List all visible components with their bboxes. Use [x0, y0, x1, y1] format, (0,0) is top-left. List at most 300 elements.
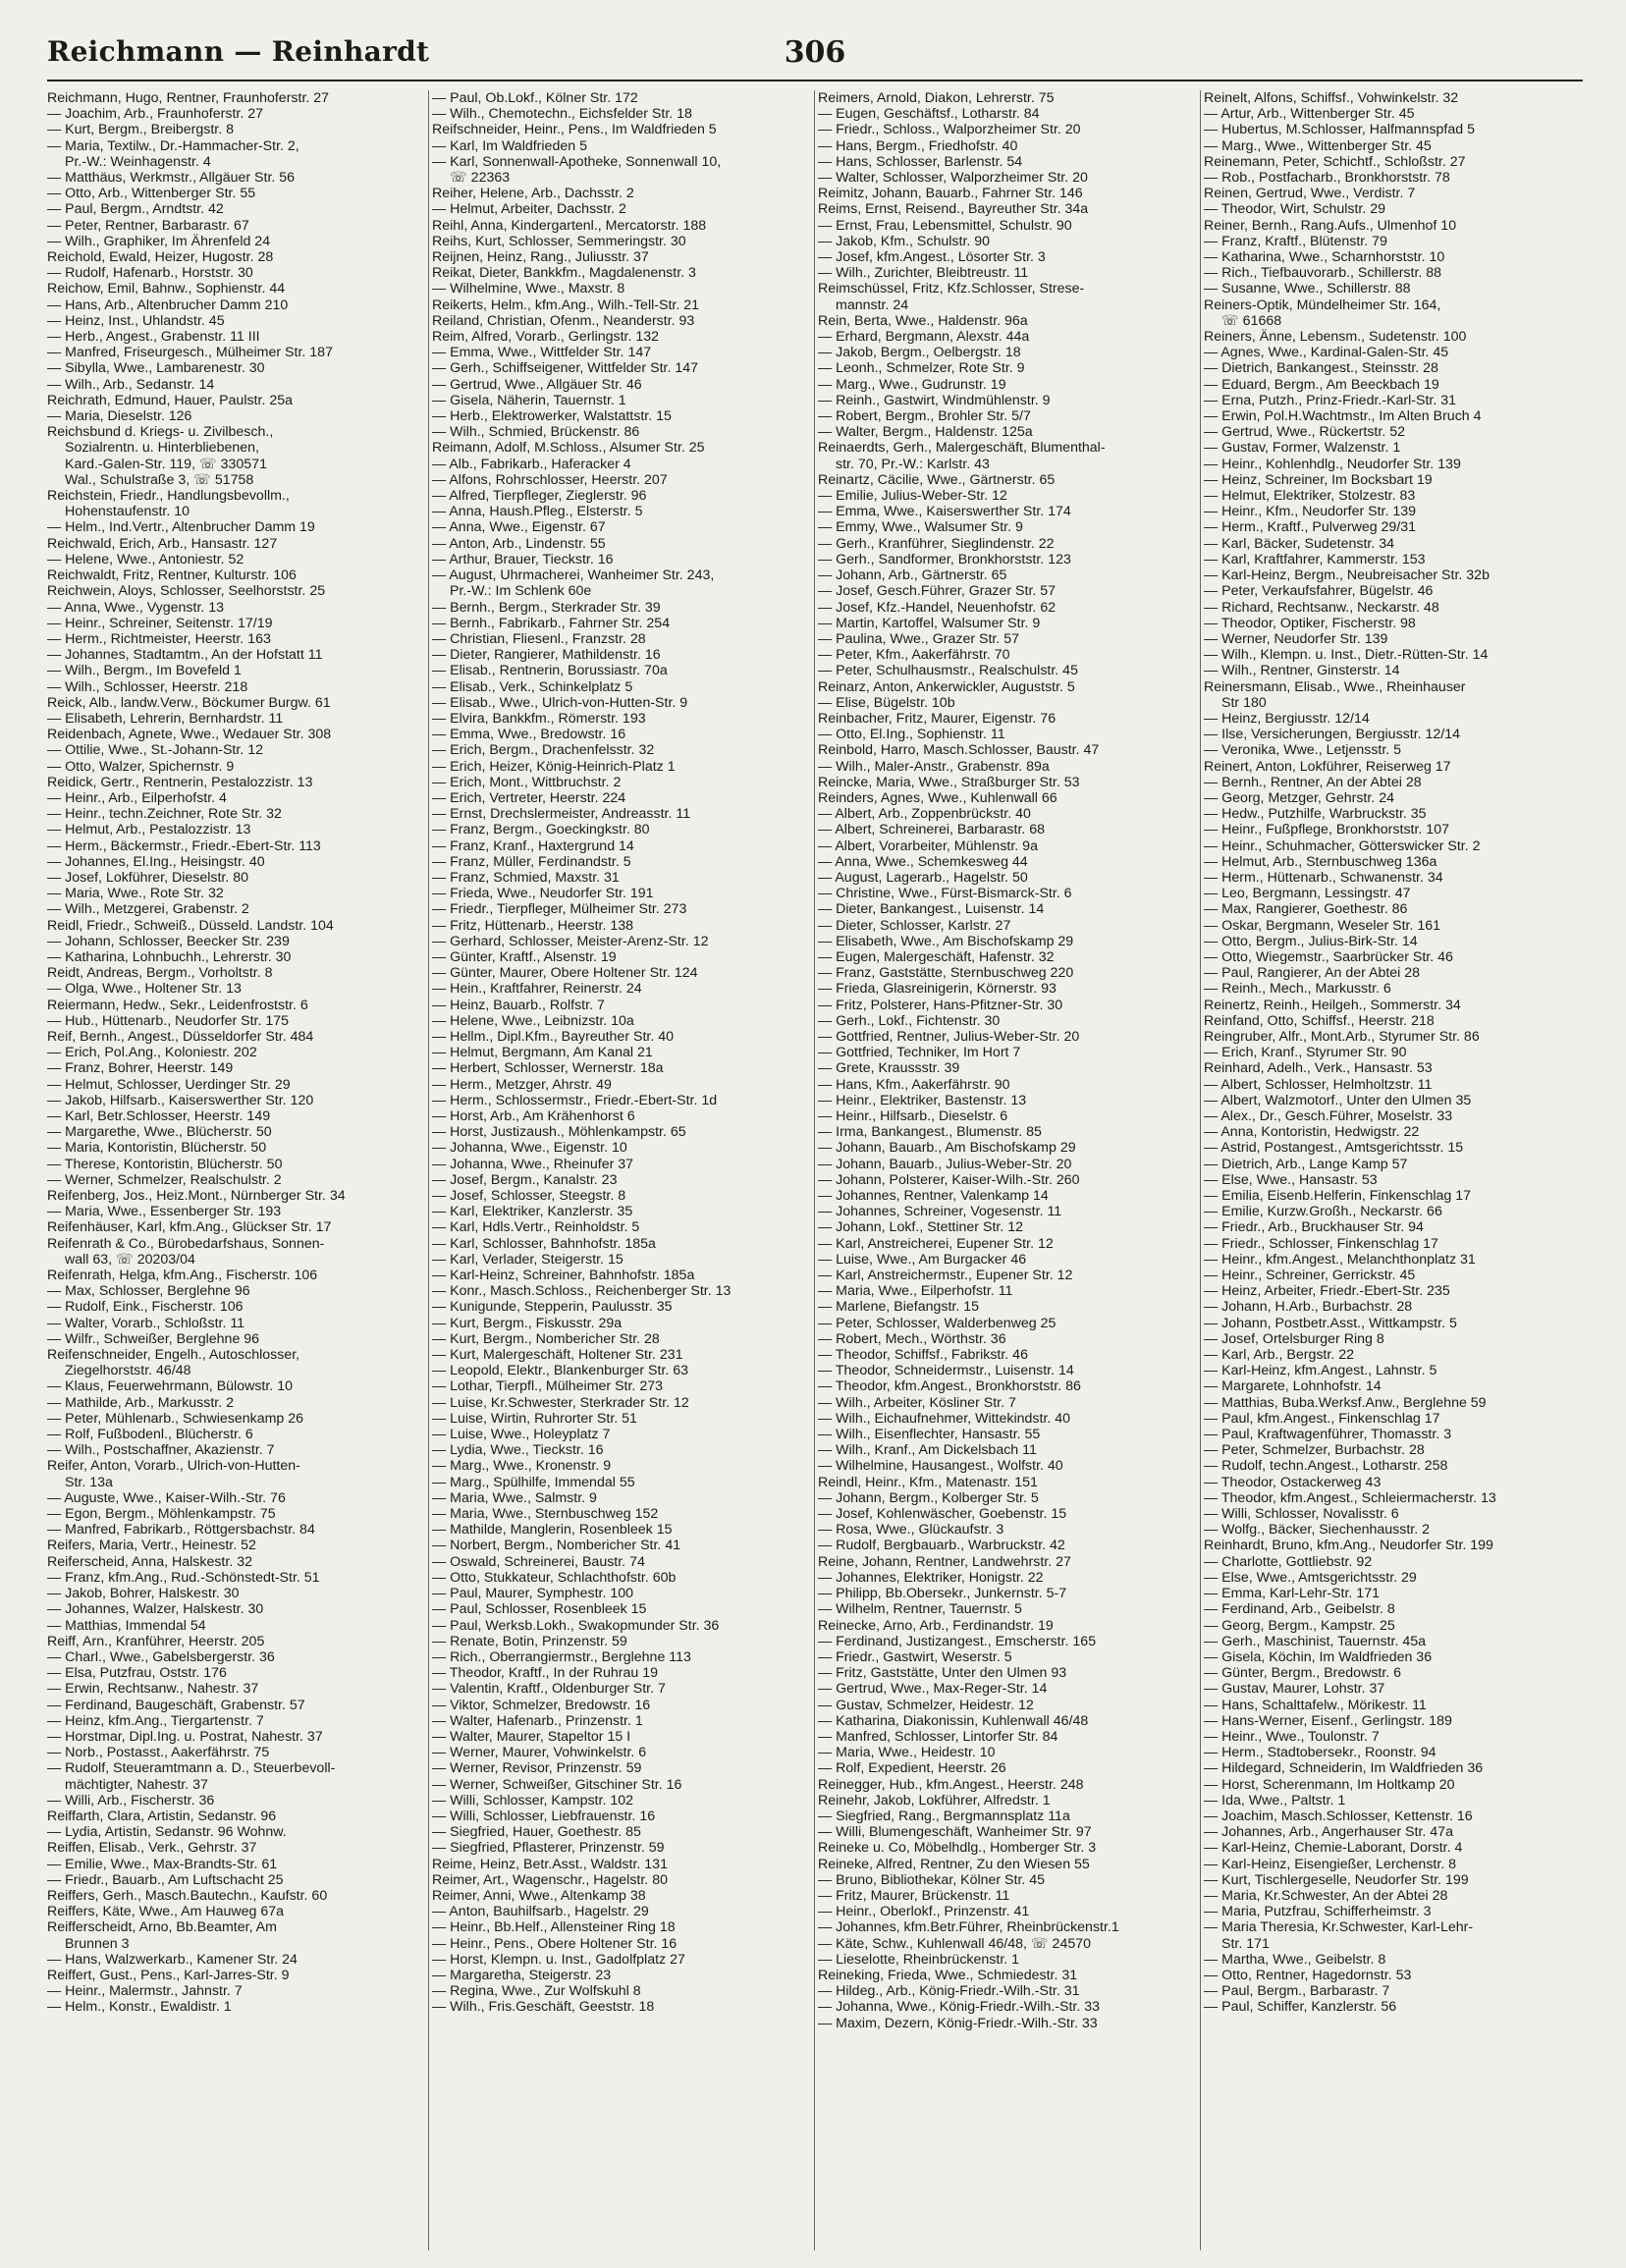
directory-entry: — Erich, Kranf., Styrumer Str. 90: [1204, 1045, 1407, 1061]
directory-entry: — Martha, Wwe., Geibelstr. 8: [1204, 1951, 1386, 1968]
directory-entry: — Karl, Schlosser, Bahnhofstr. 185a: [432, 1235, 656, 1252]
directory-entry: — Mathilde, Arb., Markusstr. 2: [47, 1394, 235, 1411]
directory-entry: — Eugen, Malergeschäft, Hafenstr. 32: [818, 948, 1055, 965]
directory-entry: — Emmy, Wwe., Walsumer Str. 9: [818, 519, 1023, 536]
directory-entry: Reimer, Art., Wagenschr., Hagelstr. 80: [432, 1871, 668, 1888]
directory-entry: — Wilh., Rentner, Ginsterstr. 14: [1204, 663, 1400, 679]
directory-entry: — Elisab., Rentnerin, Borussiastr. 70a: [432, 663, 668, 679]
directory-entry: — Otto, Rentner, Hagedornstr. 53: [1204, 1967, 1412, 1983]
directory-entry: — Heinr., Oberlokf., Prinzenstr. 41: [818, 1904, 1030, 1920]
directory-entry: — Susanne, Wwe., Schillerstr. 88: [1204, 281, 1411, 297]
directory-entry: — Heinz, Bergiusstr. 12/14: [1204, 710, 1370, 727]
directory-entry: — Gottfried, Rentner, Julius-Weber-Str. 20: [818, 1028, 1080, 1045]
directory-entry: Reidenbach, Agnete, Wwe., Wedauer Str. 308: [47, 727, 332, 743]
directory-entry: — Franz, Kraftf., Blütenstr. 79: [1204, 233, 1387, 249]
directory-entry: — Georg, Bergm., Kampstr. 25: [1204, 1617, 1395, 1634]
directory-entry: Str. 13a: [65, 1474, 113, 1490]
directory-entry: — Maria, Textilw., Dr.-Hammacher-Str. 2,: [47, 137, 299, 154]
directory-entry: Reimers, Arnold, Diakon, Lehrerstr. 75: [818, 90, 1055, 106]
directory-entry: — Wilh., Maler-Anstr., Grabenstr. 89a: [818, 758, 1050, 775]
directory-entry: — Helmut, Bergmann, Am Kanal 21: [432, 1045, 653, 1061]
directory-entry: — Günter, Kraftf., Alsenstr. 19: [432, 948, 617, 965]
directory-entry: — Kurt, Tischlergeselle, Neudorfer Str. 199: [1204, 1871, 1469, 1888]
directory-entry: — Lothar, Tierpfl., Mülheimer Str. 273: [432, 1378, 663, 1395]
directory-entry: — Dietrich, Arb., Lange Kamp 57: [1204, 1156, 1408, 1172]
directory-entry: — Erich, Pol.Ang., Koloniestr. 202: [47, 1045, 257, 1061]
directory-entry: — Gottfried, Techniker, Im Hort 7: [818, 1045, 1021, 1061]
directory-entry: Reims, Ernst, Reisend., Bayreuther Str. 34a: [818, 201, 1089, 218]
directory-entry: Reinhardt, Bruno, kfm.Ang., Neudorfer Str. 199: [1204, 1538, 1493, 1554]
directory-entry: — Matthäus, Werkmstr., Allgäuer Str. 56: [47, 170, 296, 187]
directory-entry: — Mathilde, Manglerin, Rosenbleek 15: [432, 1522, 673, 1539]
directory-entry: — Anna, Kontoristin, Hedwigstr. 22: [1204, 1124, 1420, 1141]
directory-entry: — Erwin, Pol.H.Wachtmstr., Im Alten Bruch 4: [1204, 408, 1482, 425]
directory-entry: Reime, Heinz, Betr.Asst., Waldstr. 131: [432, 1856, 668, 1872]
directory-entry: — Josef, Gesch.Führer, Grazer Str. 57: [818, 583, 1057, 600]
directory-entry: — Heinr., Schreiner, Gerrickstr. 45: [1204, 1268, 1416, 1284]
directory-entry: Reifenschneider, Engelh., Autoschlosser,: [47, 1347, 300, 1364]
directory-entry: — Elisabeth, Lehrerin, Bernhardstr. 11: [47, 710, 284, 727]
directory-entry: — Johann, Postbetr.Asst., Wittkampstr. 5: [1204, 1315, 1457, 1331]
directory-entry: Str 180: [1221, 694, 1267, 711]
directory-entry: — Josef, kfm.Angest., Lösorter Str. 3: [818, 249, 1046, 266]
directory-entry: — Erich, Mont., Wittbruchstr. 2: [432, 774, 622, 790]
directory-entry: — Wolfg., Bäcker, Siechenhausstr. 2: [1204, 1522, 1431, 1539]
directory-entry: Reineke, Alfred, Rentner, Zu den Wiesen 55: [818, 1856, 1090, 1872]
directory-entry: — Anna, Wwe., Schemkesweg 44: [818, 853, 1028, 870]
directory-entry: — Bernh., Fabrikarb., Fahrner Str. 254: [432, 615, 671, 631]
directory-entry: — Herm., Metzger, Ahrstr. 49: [432, 1076, 612, 1093]
directory-entry: — Herm., Bäckermstr., Friedr.-Ebert-Str. 113: [47, 837, 321, 854]
directory-entry: — Theodor, Kraftf., In der Ruhrau 19: [432, 1665, 659, 1682]
directory-entry: — Wilh., Arb., Sedanstr. 14: [47, 376, 215, 393]
directory-entry: Reinartz, Cäcilie, Wwe., Gärtnerstr. 65: [818, 471, 1056, 488]
directory-entry: — Astrid, Postangest., Amtsgerichtsstr. 15: [1204, 1140, 1464, 1157]
directory-entry: — Theodor, Schneidermstr., Luisenstr. 14: [818, 1363, 1074, 1379]
directory-entry: — Paul, Bergm., Arndtstr. 42: [47, 201, 224, 218]
directory-entry: — Rudolf, Hafenarb., Horststr. 30: [47, 265, 253, 282]
directory-entry: — Rudolf, techn.Angest., Lotharstr. 258: [1204, 1458, 1448, 1475]
directory-entry: — Anna, Wwe., Vygenstr. 13: [47, 599, 225, 616]
directory-entry: — Herbert, Schlosser, Wernerstr. 18a: [432, 1060, 664, 1077]
directory-entry: — Peter, Schulhausmstr., Realschulstr. 45: [818, 663, 1078, 679]
directory-entry: — Ernst, Frau, Lebensmittel, Schulstr. 90: [818, 217, 1072, 234]
directory-entry: Reineking, Frieda, Wwe., Schmiedestr. 31: [818, 1967, 1078, 1983]
directory-entry: — Kurt, Bergm., Breibergstr. 8: [47, 122, 235, 138]
directory-entry: — Karl, Anstreicherei, Eupener Str. 12: [818, 1235, 1054, 1252]
directory-entry: — Theodor, Wirt, Schulstr. 29: [1204, 201, 1386, 218]
directory-entry: — Paul, Werksb.Lokh., Swakopmunder Str. 36: [432, 1617, 720, 1634]
directory-entry: — Emilie, Kurzw.Großh., Neckarstr. 66: [1204, 1204, 1442, 1220]
directory-entry: — Helmut, Arbeiter, Dachsstr. 2: [432, 201, 626, 218]
directory-entry: — Luise, Wwe., Am Burgacker 46: [818, 1251, 1027, 1268]
directory-entry: — Wilhelmine, Hausangest., Wolfstr. 40: [818, 1458, 1063, 1475]
directory-entry: Reichow, Emil, Bahnw., Sophienstr. 44: [47, 281, 286, 297]
directory-entry: — Emilia, Eisenb.Helferin, Finkenschlag 17: [1204, 1188, 1472, 1205]
directory-entry: — Marg., Wwe., Wittenberger Str. 45: [1204, 137, 1432, 154]
directory-entry: — Maria, Kontoristin, Blücherstr. 50: [47, 1140, 267, 1157]
directory-entry: — Richard, Rechtsanw., Neckarstr. 48: [1204, 599, 1439, 616]
directory-entry: Reinegger, Hub., kfm.Angest., Heerstr. 248: [818, 1776, 1084, 1793]
directory-entry: Reidl, Friedr., Schweiß., Düsseld. Landstr. 104: [47, 917, 334, 934]
directory-entry: — Willi, Schlosser, Liebfrauenstr. 16: [432, 1808, 656, 1824]
directory-entry: Reiffen, Elisab., Verk., Gehrstr. 37: [47, 1840, 257, 1857]
directory-entry: — Karl, Betr.Schlosser, Heerstr. 149: [47, 1108, 271, 1124]
directory-entry: — Hans, Walzwerkarb., Kamener Str. 24: [47, 1951, 298, 1968]
directory-entry: — Wilh., Fris.Geschäft, Geeststr. 18: [432, 1999, 655, 2016]
directory-entry: — Friedr., Schlosser, Finkenschlag 17: [1204, 1235, 1438, 1252]
directory-entry: — Matthias, Bubа.Werksf.Anw., Berglehne 59: [1204, 1394, 1487, 1411]
directory-entry: — Manfred, Friseurgesch., Mülheimer Str. 187: [47, 345, 333, 361]
directory-entry: Sozialrentn. u. Hinterbliebenen,: [65, 440, 259, 457]
directory-entry: — Norbert, Bergm., Nombericher Str. 41: [432, 1538, 681, 1554]
directory-entry: — Marg., Wwe., Gudrunstr. 19: [818, 376, 1006, 393]
directory-entry: Reichsbund d. Kriegs- u. Zivilbesch.,: [47, 424, 274, 441]
directory-entry: — Joachim, Arb., Fraunhoferstr. 27: [47, 106, 264, 123]
directory-entry: — Gertrud, Wwe., Rückertstr. 52: [1204, 424, 1405, 441]
column-divider: [428, 90, 429, 2250]
directory-entry: — Martin, Kartoffel, Walsumer Str. 9: [818, 615, 1041, 631]
directory-entry: — Leonh., Schmelzer, Rote Str. 9: [818, 360, 1025, 377]
directory-entry: — Klaus, Feuerwehrmann, Bülowstr. 10: [47, 1378, 293, 1395]
directory-entry: — Helm., Konstr., Ewaldistr. 1: [47, 1999, 232, 2016]
directory-entry: — Else, Wwe., Amtsgerichtsstr. 29: [1204, 1569, 1417, 1586]
directory-entry: mannstr. 24: [836, 297, 909, 313]
directory-entry: Reichstein, Friedr., Handlungsbevollm.,: [47, 488, 290, 505]
directory-entry: Reichold, Ewald, Heizer, Hugostr. 28: [47, 249, 274, 266]
directory-entry: — Paul, Ob.Lokf., Kölner Str. 172: [432, 90, 638, 106]
directory-entry: — Walter, Schlosser, Walporzheimer Str. 20: [818, 170, 1088, 187]
directory-entry: — Rich., Tiefbauvorarb., Schillerstr. 88: [1204, 265, 1442, 282]
directory-entry: — Elisab., Wwe., Ulrich-von-Hutten-Str. 9: [432, 694, 688, 711]
directory-entry: — Eugen, Geschäftsf., Lotharstr. 84: [818, 106, 1040, 123]
directory-entry: — Maria, Kr.Schwester, An der Abtei 28: [1204, 1887, 1448, 1904]
directory-entry: — Gerh., Maschinist, Tauernstr. 45a: [1204, 1633, 1427, 1649]
directory-entry: — Norb., Postasst., Aakerfährstr. 75: [47, 1745, 270, 1761]
directory-entry: — Josef, Lokführer, Dieselstr. 80: [47, 869, 249, 886]
directory-entry: — Heinz, Bauarb., Rolfstr. 7: [432, 997, 605, 1013]
directory-entry: — Karl-Heinz, Chemie-Laborant, Dorstr. 4: [1204, 1840, 1463, 1857]
directory-entry: — Johannes, Stadtamtm., An der Hofstatt 11: [47, 647, 323, 664]
directory-entry: Reinbold, Harro, Masch.Schlosser, Baustr. 47: [818, 742, 1100, 759]
directory-entry: — Franz, Bohrer, Heerstr. 149: [47, 1060, 234, 1077]
directory-entry: — Frieda, Wwe., Neudorfer Str. 191: [432, 886, 654, 902]
directory-entry: Reifers, Maria, Vertr., Heinestr. 52: [47, 1538, 256, 1554]
directory-entry: — Max, Schlosser, Berglehne 96: [47, 1283, 250, 1300]
directory-entry: Reiffert, Gust., Pens., Karl-Jarres-Str. 9: [47, 1967, 290, 1983]
directory-entry: — Willi, Arb., Fischerstr. 36: [47, 1792, 215, 1809]
directory-entry: — Reinh., Gastwirt, Windmühlenstr. 9: [818, 392, 1051, 408]
directory-entry: — Friedr., Gastwirt, Weserstr. 5: [818, 1648, 1012, 1665]
directory-entry: — Wilh., Chemotechn., Eichsfelder Str. 18: [432, 106, 692, 123]
directory-entry: — Maxim, Dezern, König-Friedr.-Wilh.-Str. 33: [818, 2015, 1098, 2031]
directory-entry: — Sibylla, Wwe., Lambarenestr. 30: [47, 360, 265, 377]
directory-entry: ☏ 61668: [1221, 312, 1282, 329]
directory-entry: — Heinr., Kohlenhdlg., Neudorfer Str. 139: [1204, 456, 1461, 472]
directory-entry: — Erich, Bergm., Drachenfelsstr. 32: [432, 742, 655, 759]
directory-entry: — Rudolf, Steueramtmann a. D., Steuerbevoll-: [47, 1760, 336, 1777]
directory-entry: — Helmut, Schlosser, Uerdinger Str. 29: [47, 1076, 291, 1093]
directory-entry: — Peter, Rentner, Barbarastr. 67: [47, 217, 249, 234]
directory-entry: — Günter, Maurer, Obere Holtener Str. 124: [432, 965, 698, 982]
directory-entry: Reifschneider, Heinr., Pens., Im Waldfrieden 5: [432, 122, 717, 138]
column-divider: [1200, 90, 1201, 2250]
directory-entry: Reick, Alb., landw.Verw., Böckumer Burgw. 61: [47, 694, 331, 711]
directory-entry: Reingruber, Alfr., Mont.Arb., Styrumer Str. 86: [1204, 1028, 1480, 1045]
directory-entry: — Wilh., Arbeiter, Kösliner Str. 7: [818, 1394, 1016, 1411]
directory-entry: Pr.-W.: Im Schlenk 60e: [450, 583, 592, 600]
directory-entry: — Otto, Arb., Wittenberger Str. 55: [47, 186, 256, 202]
directory-entry: — Friedr., Schloss., Walporzheimer Str. 20: [818, 122, 1081, 138]
directory-entry: mächtigter, Nahestr. 37: [65, 1776, 208, 1793]
directory-entry: Reiffarth, Clara, Artistin, Sedanstr. 96: [47, 1808, 277, 1824]
directory-entry: — Theodor, Schiffsf., Fabrikstr. 46: [818, 1347, 1028, 1364]
directory-entry: — August, Lagerarb., Hagelstr. 50: [818, 869, 1028, 886]
directory-entry: — Herb., Angest., Grabenstr. 11 III: [47, 329, 260, 346]
directory-entry: — Johanna, Wwe., Eigenstr. 10: [432, 1140, 627, 1157]
directory-entry: — Rich., Oberrangiermstr., Berglehne 113: [432, 1648, 691, 1665]
directory-entry: — Karl-Heinz, Bergm., Neubreisacher Str. 32b: [1204, 567, 1490, 584]
directory-entry: — Heinr., Arb., Eilperhofstr. 4: [47, 789, 227, 806]
directory-entry: — Emma, Karl-Lehr-Str. 171: [1204, 1586, 1380, 1602]
directory-entry: — Gertrud, Wwe., Max-Reger-Str. 14: [818, 1681, 1048, 1698]
directory-entry: — Erwin, Rechtsanw., Nahestr. 37: [47, 1681, 259, 1698]
directory-entry: — Willi, Schlosser, Novalisstr. 6: [1204, 1506, 1399, 1523]
directory-entry: — Margaretha, Steigerstr. 23: [432, 1967, 612, 1983]
directory-entry: Reinfand, Otto, Schiffsf., Heerstr. 218: [1204, 1012, 1435, 1029]
directory-entry: — Ferdinand, Arb., Geibelstr. 8: [1204, 1601, 1395, 1618]
directory-entry: Reichwald, Erich, Arb., Hansastr. 127: [47, 535, 278, 552]
directory-entry: — Paul, kfm.Angest., Finkenschlag 17: [1204, 1410, 1440, 1427]
directory-entry: Reiners-Optik, Mündelheimer Str. 164,: [1204, 297, 1441, 313]
directory-entry: Str. 171: [1221, 1935, 1270, 1952]
directory-entry: Pr.-W.: Weinhagenstr. 4: [65, 153, 211, 170]
directory-entry: — Charlotte, Gottliebstr. 92: [1204, 1553, 1373, 1570]
directory-entry: — Lydia, Artistin, Sedanstr. 96 Wohnw.: [47, 1824, 287, 1841]
directory-entry: — Alfred, Tierpfleger, Zieglerstr. 96: [432, 488, 647, 505]
directory-entry: — Paulina, Wwe., Grazer Str. 57: [818, 630, 1020, 647]
directory-entry: Reiners, Änne, Lebensm., Sudetenstr. 100: [1204, 329, 1467, 346]
directory-entry: — Günter, Bergm., Bredowstr. 6: [1204, 1665, 1402, 1682]
column-divider: [814, 90, 815, 2250]
directory-entry: — Emma, Wwe., Bredowstr. 16: [432, 727, 626, 743]
directory-entry: — Wilhelm, Rentner, Tauernstr. 5: [818, 1601, 1022, 1618]
directory-entry: — Herm., Schlossermstr., Friedr.-Ebert-Str. 1d: [432, 1092, 718, 1108]
directory-entry: Wal., Schulstraße 3, ☏ 51758: [65, 471, 254, 488]
directory-entry: — Walter, Hafenarb., Prinzenstr. 1: [432, 1712, 643, 1729]
directory-entry: — Hub., Hüttenarb., Neudorfer Str. 175: [47, 1012, 290, 1029]
directory-entry: — Josef, Ortelsburger Ring 8: [1204, 1330, 1384, 1347]
running-head: Reichmann — Reinhardt: [47, 35, 430, 68]
page-number: 306: [784, 35, 846, 70]
directory-entry: — Otto, Wiegemstr., Saarbrücker Str. 46: [1204, 948, 1453, 965]
directory-entry: — Gerh., Schiffseigener, Wittfelder Str. 147: [432, 360, 699, 377]
directory-entry: Reiher, Helene, Arb., Dachsstr. 2: [432, 186, 634, 202]
directory-entry: — Margarethe, Wwe., Blücherstr. 50: [47, 1124, 272, 1141]
directory-entry: Reiff, Arn., Kranführer, Heerstr. 205: [47, 1633, 265, 1649]
directory-entry: Reinersmann, Elisab., Wwe., Rheinhauser: [1204, 678, 1466, 695]
directory-entry: — Margarete, Lohnhofstr. 14: [1204, 1378, 1382, 1395]
directory-entry: — Hans-Werner, Eisenf., Gerlingstr. 189: [1204, 1712, 1452, 1729]
directory-entry: — Marlene, Biefangstr. 15: [818, 1299, 980, 1316]
directory-entry: — Alb., Fabrikarb., Haferacker 4: [432, 456, 631, 472]
directory-entry: — Heinr., Schuhmacher, Götterswicker Str. 2: [1204, 837, 1481, 854]
directory-entry: Reifer, Anton, Vorarb., Ulrich-von-Hutten-: [47, 1458, 300, 1475]
directory-entry: Reim, Alfred, Vorarb., Gerlingstr. 132: [432, 329, 660, 346]
directory-entry: — Fritz, Gaststätte, Unter den Ulmen 93: [818, 1665, 1067, 1682]
directory-entry: — Christine, Wwe., Fürst-Bismarck-Str. 6: [818, 886, 1072, 902]
directory-entry: — Josef, Schlosser, Steegstr. 8: [432, 1188, 626, 1205]
directory-entry: — Marg., Wwe., Kronenstr. 9: [432, 1458, 612, 1475]
directory-entry: Reifferscheidt, Arno, Bb.Beamter, Am: [47, 1919, 277, 1936]
directory-entry: Reikerts, Helm., kfm.Ang., Wilh.-Tell-Str. 21: [432, 297, 699, 313]
directory-entry: — Johann, Bauarb., Julius-Weber-Str. 20: [818, 1156, 1072, 1172]
directory-entry: Reifenberg, Jos., Heiz.Mont., Nürnberger Str. 34: [47, 1188, 346, 1205]
directory-entry: Reichrath, Edmund, Hauer, Paulstr. 25a: [47, 392, 293, 408]
directory-entry: — Karl, Arb., Bergstr. 22: [1204, 1347, 1354, 1364]
directory-entry: — Luise, Kr.Schwester, Sterkrader Str. 12: [432, 1394, 689, 1411]
directory-entry: — Hubertus, M.Schlosser, Halfmannspfad 5: [1204, 122, 1475, 138]
directory-entry: — Wilhelmine, Wwe., Maxstr. 8: [432, 281, 625, 297]
directory-entry: — Karl, Hdls.Vertr., Reinholdstr. 5: [432, 1219, 640, 1236]
directory-entry: — Otto, El.Ing., Sophienstr. 11: [818, 727, 1005, 743]
directory-entry: — Wilh., Graphiker, Im Ährenfeld 24: [47, 233, 271, 249]
directory-entry: — Rudolf, Bergbauarb., Warbruckstr. 42: [818, 1538, 1065, 1554]
directory-entry: — Maria, Wwe., Sternbuschweg 152: [432, 1506, 659, 1523]
directory-entry: — Johanna, Wwe., Rheinufer 37: [432, 1156, 634, 1172]
directory-entry: — Luise, Wirtin, Ruhrorter Str. 51: [432, 1410, 637, 1427]
directory-entry: — Leo, Bergmann, Lessingstr. 47: [1204, 886, 1411, 902]
directory-entry: — Gustav, Schmelzer, Heidestr. 12: [818, 1697, 1034, 1713]
directory-entry: — Werner, Schmelzer, Realschulstr. 2: [47, 1171, 282, 1188]
directory-entry: — Dietrich, Bankangest., Steinsstr. 28: [1204, 360, 1438, 377]
directory-entry: — Johannes, Walzer, Halskestr. 30: [47, 1601, 264, 1618]
directory-entry: — Maria, Wwe., Eilperhofstr. 11: [818, 1283, 1013, 1300]
column-3: [818, 90, 1196, 2250]
directory-entry: — Peter, Kfm., Aakerfährstr. 70: [818, 647, 1010, 664]
directory-entry: — Peter, Schlosser, Walderbenweg 25: [818, 1315, 1057, 1331]
directory-entry: — Josef, Bergm., Kanalstr. 23: [432, 1171, 618, 1188]
directory-entry: — Paul, Kraftwagenführer, Thomasstr. 3: [1204, 1427, 1452, 1443]
directory-entry: — Jakob, Kfm., Schulstr. 90: [818, 233, 991, 249]
directory-entry: — Agnes, Wwe., Kardinal-Galen-Str. 45: [1204, 345, 1449, 361]
directory-entry: Reine, Johann, Rentner, Landwehrstr. 27: [818, 1553, 1071, 1570]
directory-entry: — Gerhard, Schlosser, Meister-Arenz-Str. 12: [432, 933, 709, 949]
directory-entry: — Hildeg., Arb., König-Friedr.-Wilh.-Str. 31: [818, 1983, 1080, 2000]
directory-entry: — Heinz, Schreiner, Im Bocksbart 19: [1204, 471, 1433, 488]
directory-entry: — Hans, Schalttafelw., Mörikestr. 11: [1204, 1697, 1427, 1713]
directory-entry: — Reinh., Mech., Markusstr. 6: [1204, 981, 1391, 998]
directory-entry: — Heinz, Arbeiter, Friedr.-Ebert-Str. 235: [1204, 1283, 1450, 1300]
directory-entry: — Wilh., Metzgerei, Grabenstr. 2: [47, 901, 249, 918]
directory-entry: Reiland, Christian, Ofenm., Neanderstr. 93: [432, 312, 695, 329]
directory-entry: — Paul, Bergm., Barbarastr. 7: [1204, 1983, 1390, 2000]
directory-entry: — Heinr., Wwe., Toulonstr. 7: [1204, 1728, 1380, 1745]
directory-entry: — Bernh., Bergm., Sterkrader Str. 39: [432, 599, 661, 616]
directory-entry: — Rudolf, Eink., Fischerstr. 106: [47, 1299, 244, 1316]
column-2: [432, 90, 810, 2250]
directory-entry: — Gerh., Sandformer, Bronkhorststr. 123: [818, 551, 1071, 567]
directory-entry: — Theodor, kfm.Angest., Bronkhorststr. 86: [818, 1378, 1081, 1395]
directory-entry: — Lydia, Wwe., Tieckstr. 16: [432, 1442, 604, 1459]
directory-entry: ☏ 22363: [450, 170, 511, 187]
directory-entry: Reifenrath & Co., Bürobedarfshaus, Sonnen-: [47, 1235, 325, 1252]
directory-entry: — Willi, Schlosser, Kampstr. 102: [432, 1792, 633, 1809]
directory-entry: — Josef, Kfz.-Handel, Neuenhofstr. 62: [818, 599, 1057, 616]
directory-entry: — Dieter, Rangierer, Mathildenstr. 16: [432, 647, 661, 664]
directory-entry: Reimitz, Johann, Bauarb., Fahrner Str. 146: [818, 186, 1083, 202]
directory-entry: — Horst, Arb., Am Krähenhorst 6: [432, 1108, 635, 1124]
directory-entry: — Veronika, Wwe., Letjensstr. 5: [1204, 742, 1402, 759]
directory-entry: — Hans, Bergm., Friedhofstr. 40: [818, 137, 1018, 154]
directory-entry: — Horst, Justizaush., Möhlenkampstr. 65: [432, 1124, 686, 1141]
directory-entry: — Albert, Schreinerei, Barbarastr. 68: [818, 822, 1046, 838]
directory-entry: str. 70, Pr.-W.: Karlstr. 43: [836, 456, 990, 472]
directory-entry: — Franz, kfm.Ang., Rud.-Schönstedt-Str. 51: [47, 1569, 320, 1586]
directory-entry: — Oswald, Schreinerei, Baustr. 74: [432, 1553, 645, 1570]
directory-entry: — Franz, Gaststätte, Sternbuschweg 220: [818, 965, 1074, 982]
directory-entry: — Jakob, Bohrer, Halskestr. 30: [47, 1586, 240, 1602]
directory-entry: — Maria, Wwe., Heidestr. 10: [818, 1745, 996, 1761]
directory-entry: Reinertz, Reinh., Heilgeh., Sommerstr. 34: [1204, 997, 1461, 1013]
directory-entry: — Erhard, Bergmann, Alexstr. 44a: [818, 329, 1030, 346]
column-1: [47, 90, 425, 2250]
directory-entry: — Johann, Bergm., Kolberger Str. 5: [818, 1489, 1039, 1506]
directory-entry: — Johann, Bauarb., Am Bischofskamp 29: [818, 1140, 1076, 1157]
directory-entry: — Charl., Wwe., Gabelsbergerstr. 36: [47, 1648, 275, 1665]
directory-entry: — Wilh., Klempn. u. Inst., Dietr.-Rütten-Str. 14: [1204, 647, 1489, 664]
directory-entry: — Arthur, Brauer, Tieckstr. 16: [432, 551, 614, 567]
directory-entry: — Dieter, Schlosser, Karlstr. 27: [818, 917, 1011, 934]
directory-entry: — Heinz, kfm.Ang., Tiergartenstr. 7: [47, 1712, 264, 1729]
directory-entry: — Paul, Maurer, Symphestr. 100: [432, 1586, 634, 1602]
directory-entry: — Ilse, Versicherungen, Bergiusstr. 12/14: [1204, 727, 1461, 743]
directory-entry: — Wilh., Schlosser, Heerstr. 218: [47, 678, 248, 695]
directory-entry: — Friedr., Tierpfleger, Mülheimer Str. 273: [432, 901, 687, 918]
directory-entry: Reiner, Bernh., Rang.Aufs., Ulmenhof 10: [1204, 217, 1457, 234]
directory-entry: — Herm., Kraftf., Pulverweg 29/31: [1204, 519, 1417, 536]
directory-entry: — Ida, Wwe., Paltstr. 1: [1204, 1792, 1346, 1809]
directory-entry: — Therese, Kontoristin, Blücherstr. 50: [47, 1156, 283, 1172]
directory-entry: Reijnen, Heinz, Rang., Juliusstr. 37: [432, 249, 649, 266]
directory-entry: — Karl, Anstreichermstr., Eupener Str. 12: [818, 1268, 1073, 1284]
directory-entry: — Paul, Rangierer, An der Abtei 28: [1204, 965, 1421, 982]
directory-entry: Reiffers, Gerh., Masch.Bautechn., Kaufstr. 60: [47, 1887, 328, 1904]
directory-entry: — Johannes, Rentner, Valenkamp 14: [818, 1188, 1049, 1205]
directory-entry: — Karl-Heinz, Schreiner, Bahnhofstr. 185a: [432, 1268, 695, 1284]
directory-entry: — Luise, Wwe., Holeyplatz 7: [432, 1427, 611, 1443]
directory-entry: — Peter, Schmelzer, Burbachstr. 28: [1204, 1442, 1425, 1459]
directory-entry: — Walter, Bergm., Haldenstr. 125a: [818, 424, 1033, 441]
directory-entry: — Werner, Neudorfer Str. 139: [1204, 630, 1388, 647]
directory-entry: — Helene, Wwe., Antoniestr. 52: [47, 551, 244, 567]
directory-entry: — Otto, Bergm., Julius-Birk-Str. 14: [1204, 933, 1418, 949]
directory-entry: Reinhard, Adelh., Verk., Hansastr. 53: [1204, 1060, 1433, 1077]
directory-entry: — Albert, Walzmotorf., Unter den Ulmen 35: [1204, 1092, 1472, 1108]
directory-entry: — Wilh., Kranf., Am Dickelsbach 11: [818, 1442, 1037, 1459]
directory-entry: — Artur, Arb., Wittenberger Str. 45: [1204, 106, 1415, 123]
directory-entry: Reindl, Heinr., Kfm., Matenastr. 151: [818, 1474, 1038, 1490]
directory-entry: — Johann, H.Arb., Burbachstr. 28: [1204, 1299, 1413, 1316]
directory-entry: — Heinr., kfm.Angest., Melanchthonplatz 31: [1204, 1251, 1476, 1268]
directory-entry: — Katharina, Wwe., Scharnhorststr. 10: [1204, 249, 1445, 266]
directory-entry: — Johannes, Elektriker, Honigstr. 22: [818, 1569, 1044, 1586]
directory-entry: — Anton, Arb., Lindenstr. 55: [432, 535, 606, 552]
directory-entry: Reichwaldt, Fritz, Rentner, Kulturstr. 106: [47, 567, 297, 584]
directory-entry: — Frieda, Glasreinigerin, Körnerstr. 93: [818, 981, 1057, 998]
directory-entry: — Kunigunde, Stepperin, Paulusstr. 35: [432, 1299, 673, 1316]
directory-entry: — Viktor, Schmelzer, Bredowstr. 16: [432, 1697, 651, 1713]
